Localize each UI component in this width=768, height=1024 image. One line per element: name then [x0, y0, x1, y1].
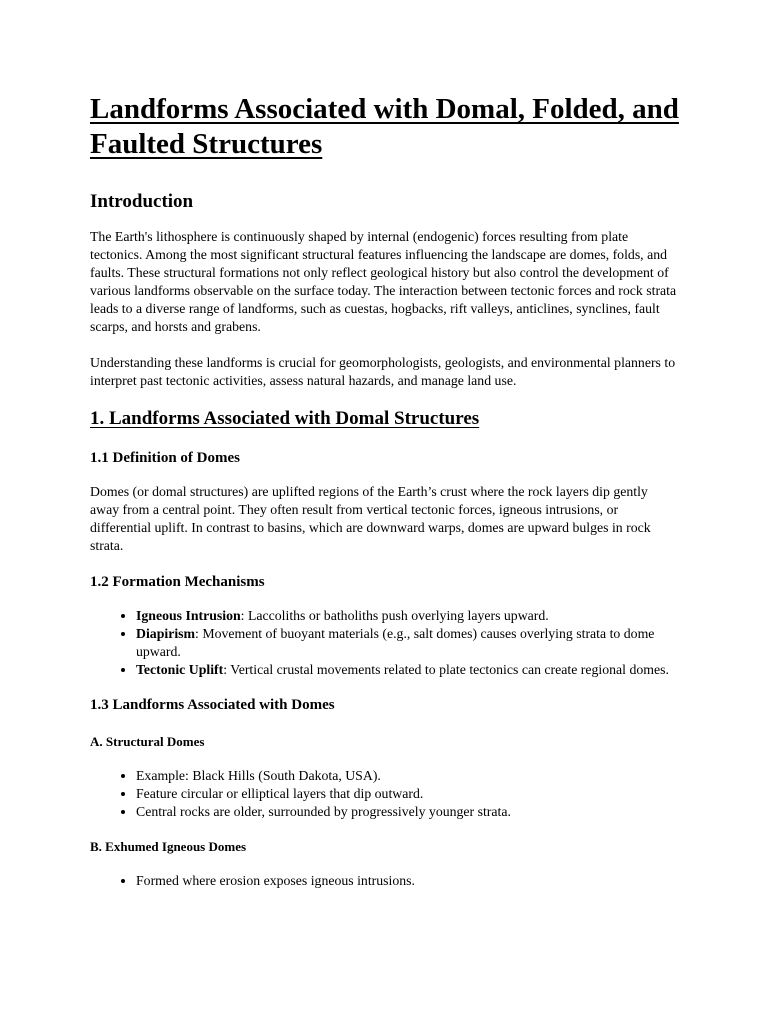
- section-1-2-heading: 1.2 Formation Mechanisms: [90, 574, 265, 590]
- subsection-b-heading: B. Exhumed Igneous Domes: [90, 839, 247, 854]
- introduction-heading: Introduction: [90, 191, 194, 212]
- section-1-heading: 1. Landforms Associated with Domal Structures: [90, 408, 480, 429]
- list-item: • Example: Black Hills (South Dakota, USA).: [136, 767, 680, 785]
- list-item-term: Diapirism: [136, 626, 196, 641]
- list-item: • Central rocks are older, surrounded by progressively younger strata.: [136, 803, 680, 821]
- document-page: [90, 92, 680, 890]
- list-item-term: Igneous Intrusion: [136, 608, 241, 623]
- introduction-paragraph-2: Understanding these landforms is crucial for geomorphologists, geologists, and environmental planners to interpret past tectonic activities, assess natural hazards, and manage land use.: [90, 355, 676, 388]
- section-1-3-heading: 1.3 Landforms Associated with Domes: [90, 697, 335, 713]
- list-item: [136, 625, 680, 661]
- formation-mechanisms-list: [90, 607, 680, 679]
- section-1-1-paragraph: Domes (or domal structures) are uplifted regions of the Earth’s crust where the rock layers dip gently away from a central point. They often result from vertical tectonic forces, igneous intrusions, or differential uplift. In contrast to basins, which are downward warps, domes are upward bulges in rock strata.: [90, 484, 651, 553]
- exhumed-igneous-domes-list: [90, 872, 680, 890]
- list-item-text: : Laccoliths or batholiths push overlying layers upward.: [240, 608, 549, 623]
- list-item-text: : Movement of buoyant materials (e.g., salt domes) causes overlying strata to dome upward.: [136, 626, 655, 659]
- document-title: Landforms Associated with Domal, Folded, and Faulted Structures: [90, 93, 679, 160]
- list-item: • Feature circular or elliptical layers that dip outward.: [136, 785, 680, 803]
- section-1-1-heading: 1.1 Definition of Domes: [90, 450, 240, 466]
- list-item-term: Tectonic Uplift: [136, 662, 224, 677]
- list-item: • Formed where erosion exposes igneous intrusions.: [136, 872, 680, 890]
- subsection-a-heading: A. Structural Domes: [90, 734, 205, 749]
- list-item: [136, 661, 680, 679]
- introduction-paragraph-1: The Earth's lithosphere is continuously shaped by internal (endogenic) forces resulting from plate tectonics. Among the most significant structural features influencing the landscape are domes, folds, and faults. These structural formations not only reflect geological history but also control the development of various landforms observable on the surface today. The interaction between tectonic forces and rock strata leads to a diverse range of landforms, such as cuestas, hogbacks, rift valleys, anticlines, synclines, fault scarps, and horsts and grabens.: [90, 229, 677, 334]
- structural-domes-list: [90, 767, 680, 821]
- list-item-text: : Vertical crustal movements related to plate tectonics can create regional domes.: [223, 662, 669, 677]
- list-item: [136, 607, 680, 625]
